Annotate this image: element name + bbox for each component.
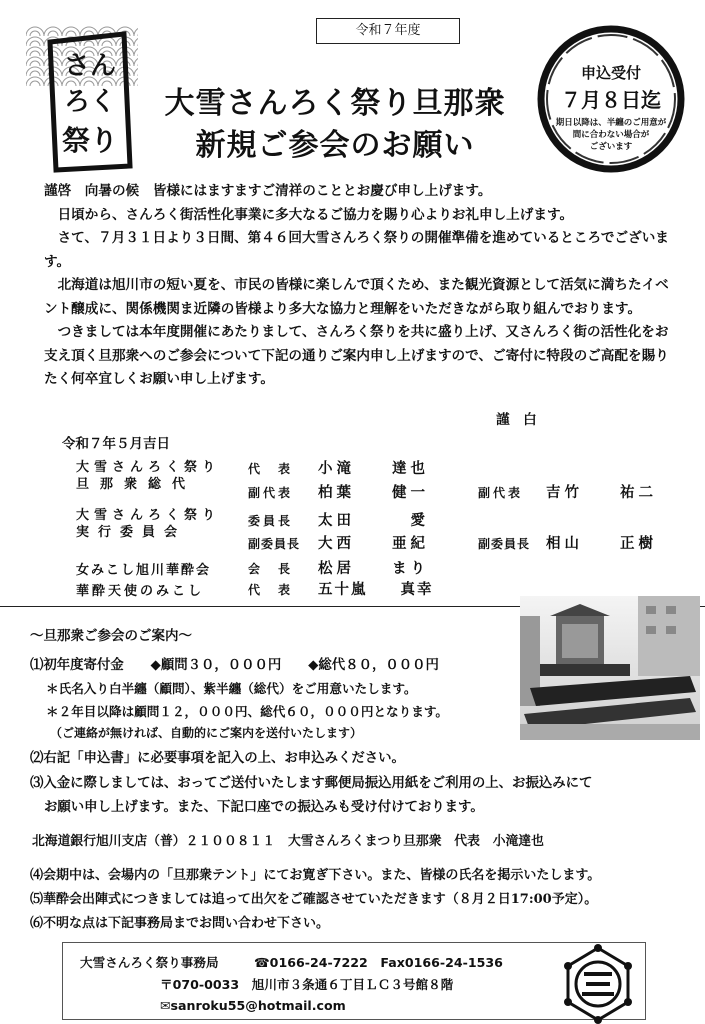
org4-name: 華酔天使のみこし <box>76 584 205 599</box>
org1-role-1: 代 表 <box>248 462 294 476</box>
org2-role-2: 副委員長 <box>248 537 301 551</box>
org1-person-2: 柏葉 健一 <box>318 484 429 501</box>
guide-item-6: ⑹不明な点は下記事務局までお問い合わせ下さい。 <box>30 916 330 931</box>
org2-person-2: 大西 亜紀 <box>318 535 429 552</box>
guide-item-1-note-1: ＊氏名入り白半纏（顧問）、紫半纏（総代）をご用意いたします。 <box>46 681 417 696</box>
office-name: 大雪さんろく祭り事務局 <box>80 955 219 970</box>
svg-text:さん: さん <box>63 51 117 81</box>
guide-item-3-line-1: ⑶入金に際しましては、おってご送付いたします郵便局振込用紙をご利用の上、お振込みにて <box>30 775 593 791</box>
letter-closing: 謹 白 <box>496 412 537 428</box>
deadline-seal <box>532 20 690 178</box>
org1-role-3: 副代表 <box>478 486 524 500</box>
org1-person-1: 小滝 達也 <box>318 460 429 477</box>
guide-item-1-note-3: （ご連絡が無ければ、自動的にご案内を送付いたします） <box>50 726 363 740</box>
org1-person-3: 吉竹 祐二 <box>546 484 657 501</box>
org1-name-line1: 大雪さんろく祭り <box>76 460 221 475</box>
org2-role-3: 副委員長 <box>478 537 531 551</box>
bank-account: 北海道銀行旭川支店（普）２１００８１１ 大雪さんろくまつり旦那衆 代表 小滝達也 <box>32 834 544 849</box>
org4-person: 五十嵐 真幸 <box>318 581 434 598</box>
fiscal-year-label: 令和７年度 <box>316 18 460 44</box>
festival-logo <box>26 26 138 174</box>
org2-person-1: 太田 愛 <box>318 512 429 529</box>
deadline-date: ７月８日迄 <box>561 88 661 112</box>
deadline-note-2: 間に合わない場合が <box>572 130 650 140</box>
page-subtitle: 新規ご参会のお願い <box>195 128 475 163</box>
guide-item-1-note-2: ＊２年目以降は顧問１２，０００円、総代６０，０００円となります。 <box>46 704 448 719</box>
deadline-note-1: 期日以降は、半纏のご用意が <box>555 118 667 128</box>
guide-item-3-line-2: お願い申し上げます。また、下記口座での振込みも受け付けております。 <box>44 799 484 815</box>
letter-paragraph-4: 北海道は旭川市の短い夏を、市民の皆様に楽しんで頂くため、また観光資源として活気に満ちたイベント醸成に、関係機関ま近隣の皆様より多大な協力と理解をいただきながら取り組んでおります。 <box>44 277 669 317</box>
letter-date: 令和７年５月吉日 <box>62 436 170 452</box>
org2-person-3: 相山 正樹 <box>546 535 657 552</box>
guide-item-4: ⑷会期中は、会場内の「旦那衆テント」にてお寛ぎ下さい。また、皆様の氏名を掲示いたします。 <box>30 868 601 883</box>
org4-role: 代 表 <box>248 583 294 597</box>
page-title: 大雪さんろく祭り旦那衆 <box>164 86 506 121</box>
deadline-label: 申込受付 <box>580 64 641 82</box>
organization-emblem-icon <box>556 944 640 1024</box>
office-address: 〒070-0033 旭川市３条通６丁目ＬＣ３号館８階 <box>160 977 454 992</box>
letter-paragraph-3: さて、７月３１日より３日間、第４６回大雪さんろく祭りの開催準備を進めているところでございます。 <box>44 230 669 270</box>
guide-item-2: ⑵右記「申込書」に必要事項を記入の上、お申込みください。 <box>30 750 405 766</box>
svg-text:祭り: 祭り <box>61 124 119 157</box>
org3-name: 女みこし旭川華酔会 <box>76 563 212 578</box>
org3-person: 松居 まり <box>318 560 429 577</box>
svg-text:ろく: ろく <box>63 87 117 117</box>
email-address[interactable]: ✉sanroku55@hotmail.com <box>160 998 346 1013</box>
org3-role: 会 長 <box>248 562 294 576</box>
letter-greeting: 謹啓 向暑の候 皆様にはますますご清祥のこととお慶び申し上げます。 <box>44 183 492 199</box>
mikoshi-photo <box>520 596 700 740</box>
phone-fax: ☎0166-24-7222 Fax0166-24-1536 <box>254 955 503 970</box>
letter-body <box>44 180 674 392</box>
guide-item-1: ⑴初年度寄付金 ◆顧問３０，０００円 ◆総代８０，０００円 <box>30 657 439 673</box>
guide-heading: ～旦那衆ご参会のご案内～ <box>30 628 192 644</box>
letter-paragraph-2: 日頃から、さんろく街活性化事業に多大なるご協力を賜り心よりお礼申し上げます。 <box>57 206 574 223</box>
org1-role-2: 副代表 <box>248 486 294 500</box>
org2-role-1: 委員長 <box>248 514 294 528</box>
deadline-note-3: ございます <box>589 142 633 152</box>
org1-name-line2: 旦那衆総代 <box>76 477 197 492</box>
letter-paragraph-5: つきましては本年度開催にあたりまして、さんろく祭りを共に盛り上げ、又さんろく街の活性化をお支え頂く旦那衆へのご参会について下記の通りご案内申し上げますので、ご寄付に特段のご高配を賜りたく何卒宜しくお願い申し上げます。 <box>44 324 669 387</box>
org2-name-line2: 実行委員会 <box>76 525 187 540</box>
org2-name-line1: 大雪さんろく祭り <box>76 508 221 523</box>
guide-item-5: ⑸華酔会出陣式につきましては追って出欠をご確認させていただきます（８月２日17:00予定）。 <box>30 892 598 907</box>
